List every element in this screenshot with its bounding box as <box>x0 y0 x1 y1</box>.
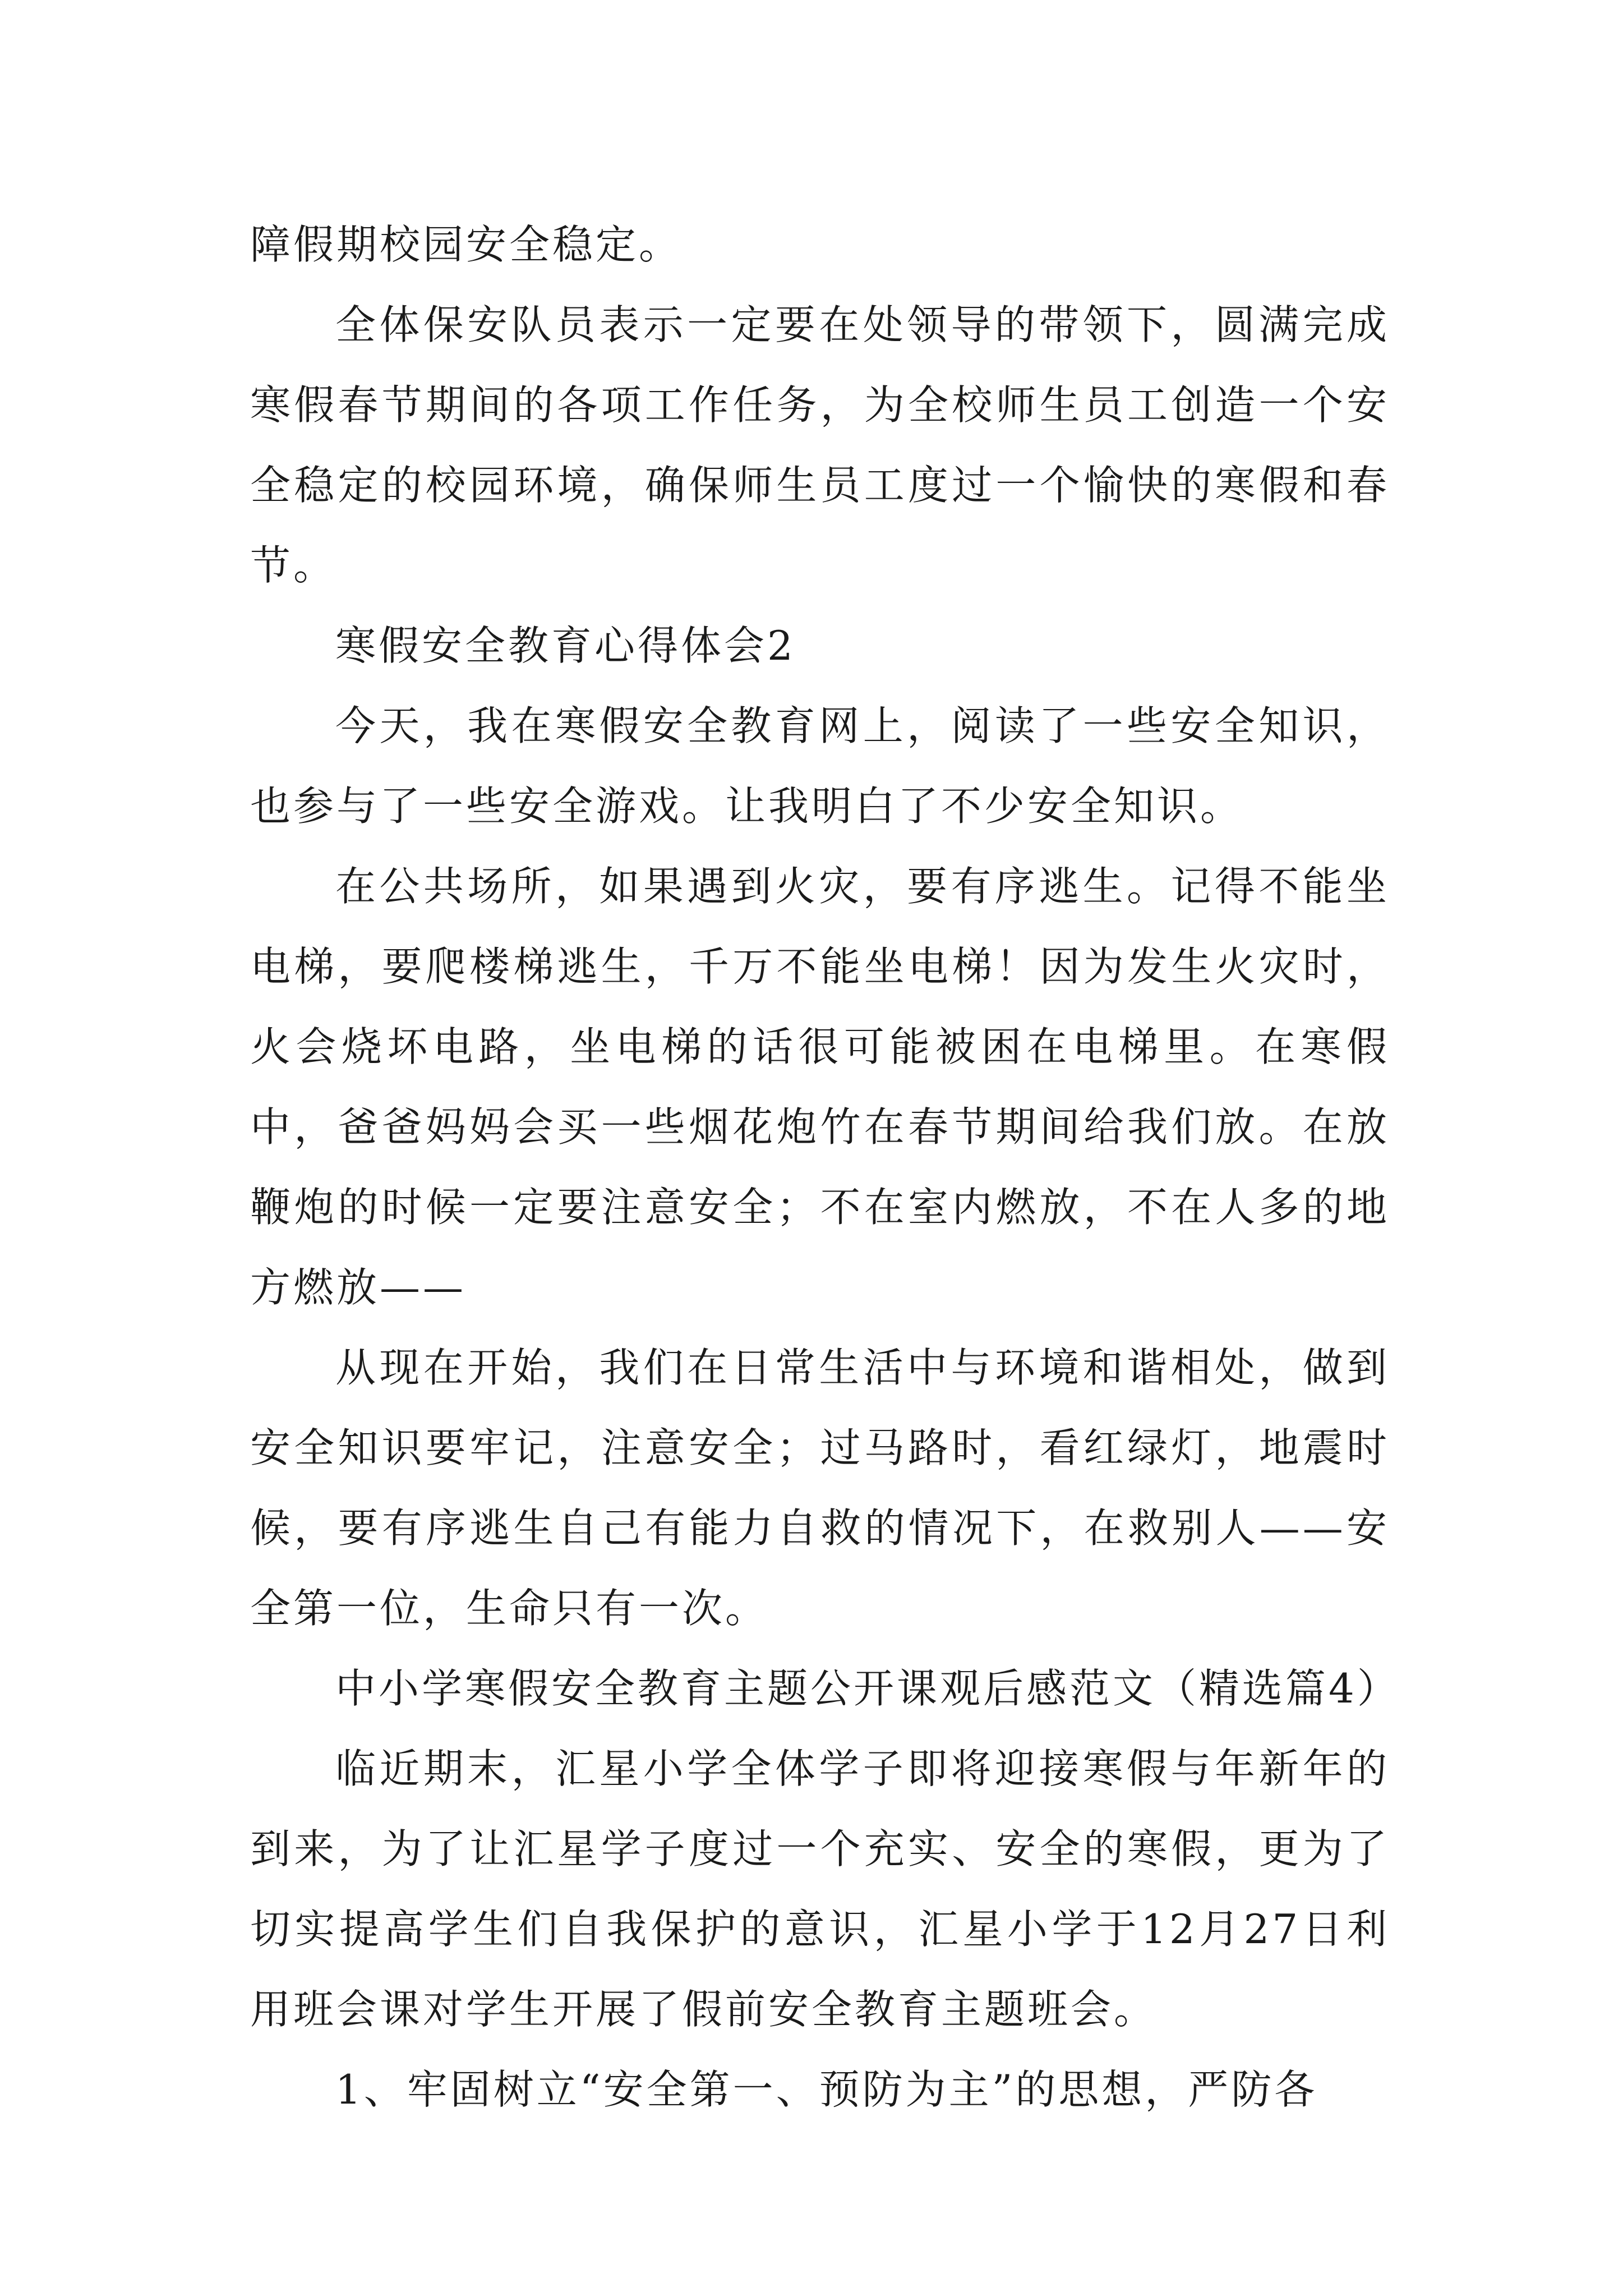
section-heading-4: 中小学寒假安全教育主题公开课观后感范文（精选篇4） <box>335 1665 1400 1712</box>
paragraph-continuation: 障假期校园安全稳定。 <box>250 221 683 268</box>
document-body <box>250 205 1400 2130</box>
paragraph-fire-safety: 在公共场所，如果遇到火灾，要有序逃生。记得不能坐电梯，要爬楼梯逃生，千万不能坐电梯！因为发生火灾时，火会烧坏电路，坐电梯的话很可能被困在电梯里。在寒假中，爸爸妈妈会买一些烟花炮竹在春节期间给我们放。在放鞭炮的时候一定要注意安全；不在室内燃放，不在人多的地方燃放—— <box>250 863 1390 1311</box>
paragraph-security-team: 全体保安队员表示一定要在处领导的带领下，圆满完成寒假春节期间的各项工作任务，为全校师生员工创造一个安全稳定的校园环境，确保师生员工度过一个愉快的寒假和春节。 <box>250 301 1390 589</box>
paragraph-daily-safety: 从现在开始，我们在日常生活中与环境和谐相处，做到安全知识要牢记，注意安全；过马路时，看红绿灯，地震时候，要有序逃生自己有能力自救的情况下，在救别人——安全第一位，生命只有一次。 <box>250 1344 1390 1632</box>
paragraph-today: 今天，我在寒假安全教育网上，阅读了一些安全知识，也参与了一些安全游戏。让我明白了不少安全知识。 <box>250 702 1390 830</box>
paragraph-item-1: 1、牢固树立“安全第一、预防为主”的思想，严防各 <box>335 2066 1318 2113</box>
paragraph-huixing-school: 临近期末，汇星小学全体学子即将迎接寒假与年新年的到来，为了让汇星学子度过一个充实、安全的寒假，更为了切实提高学生们自我保护的意识，汇星小学于12月27日利用班会课对学生开展了假前安全教育主题班会。 <box>250 1745 1390 2033</box>
section-heading-2: 寒假安全教育心得体会2 <box>335 622 796 669</box>
